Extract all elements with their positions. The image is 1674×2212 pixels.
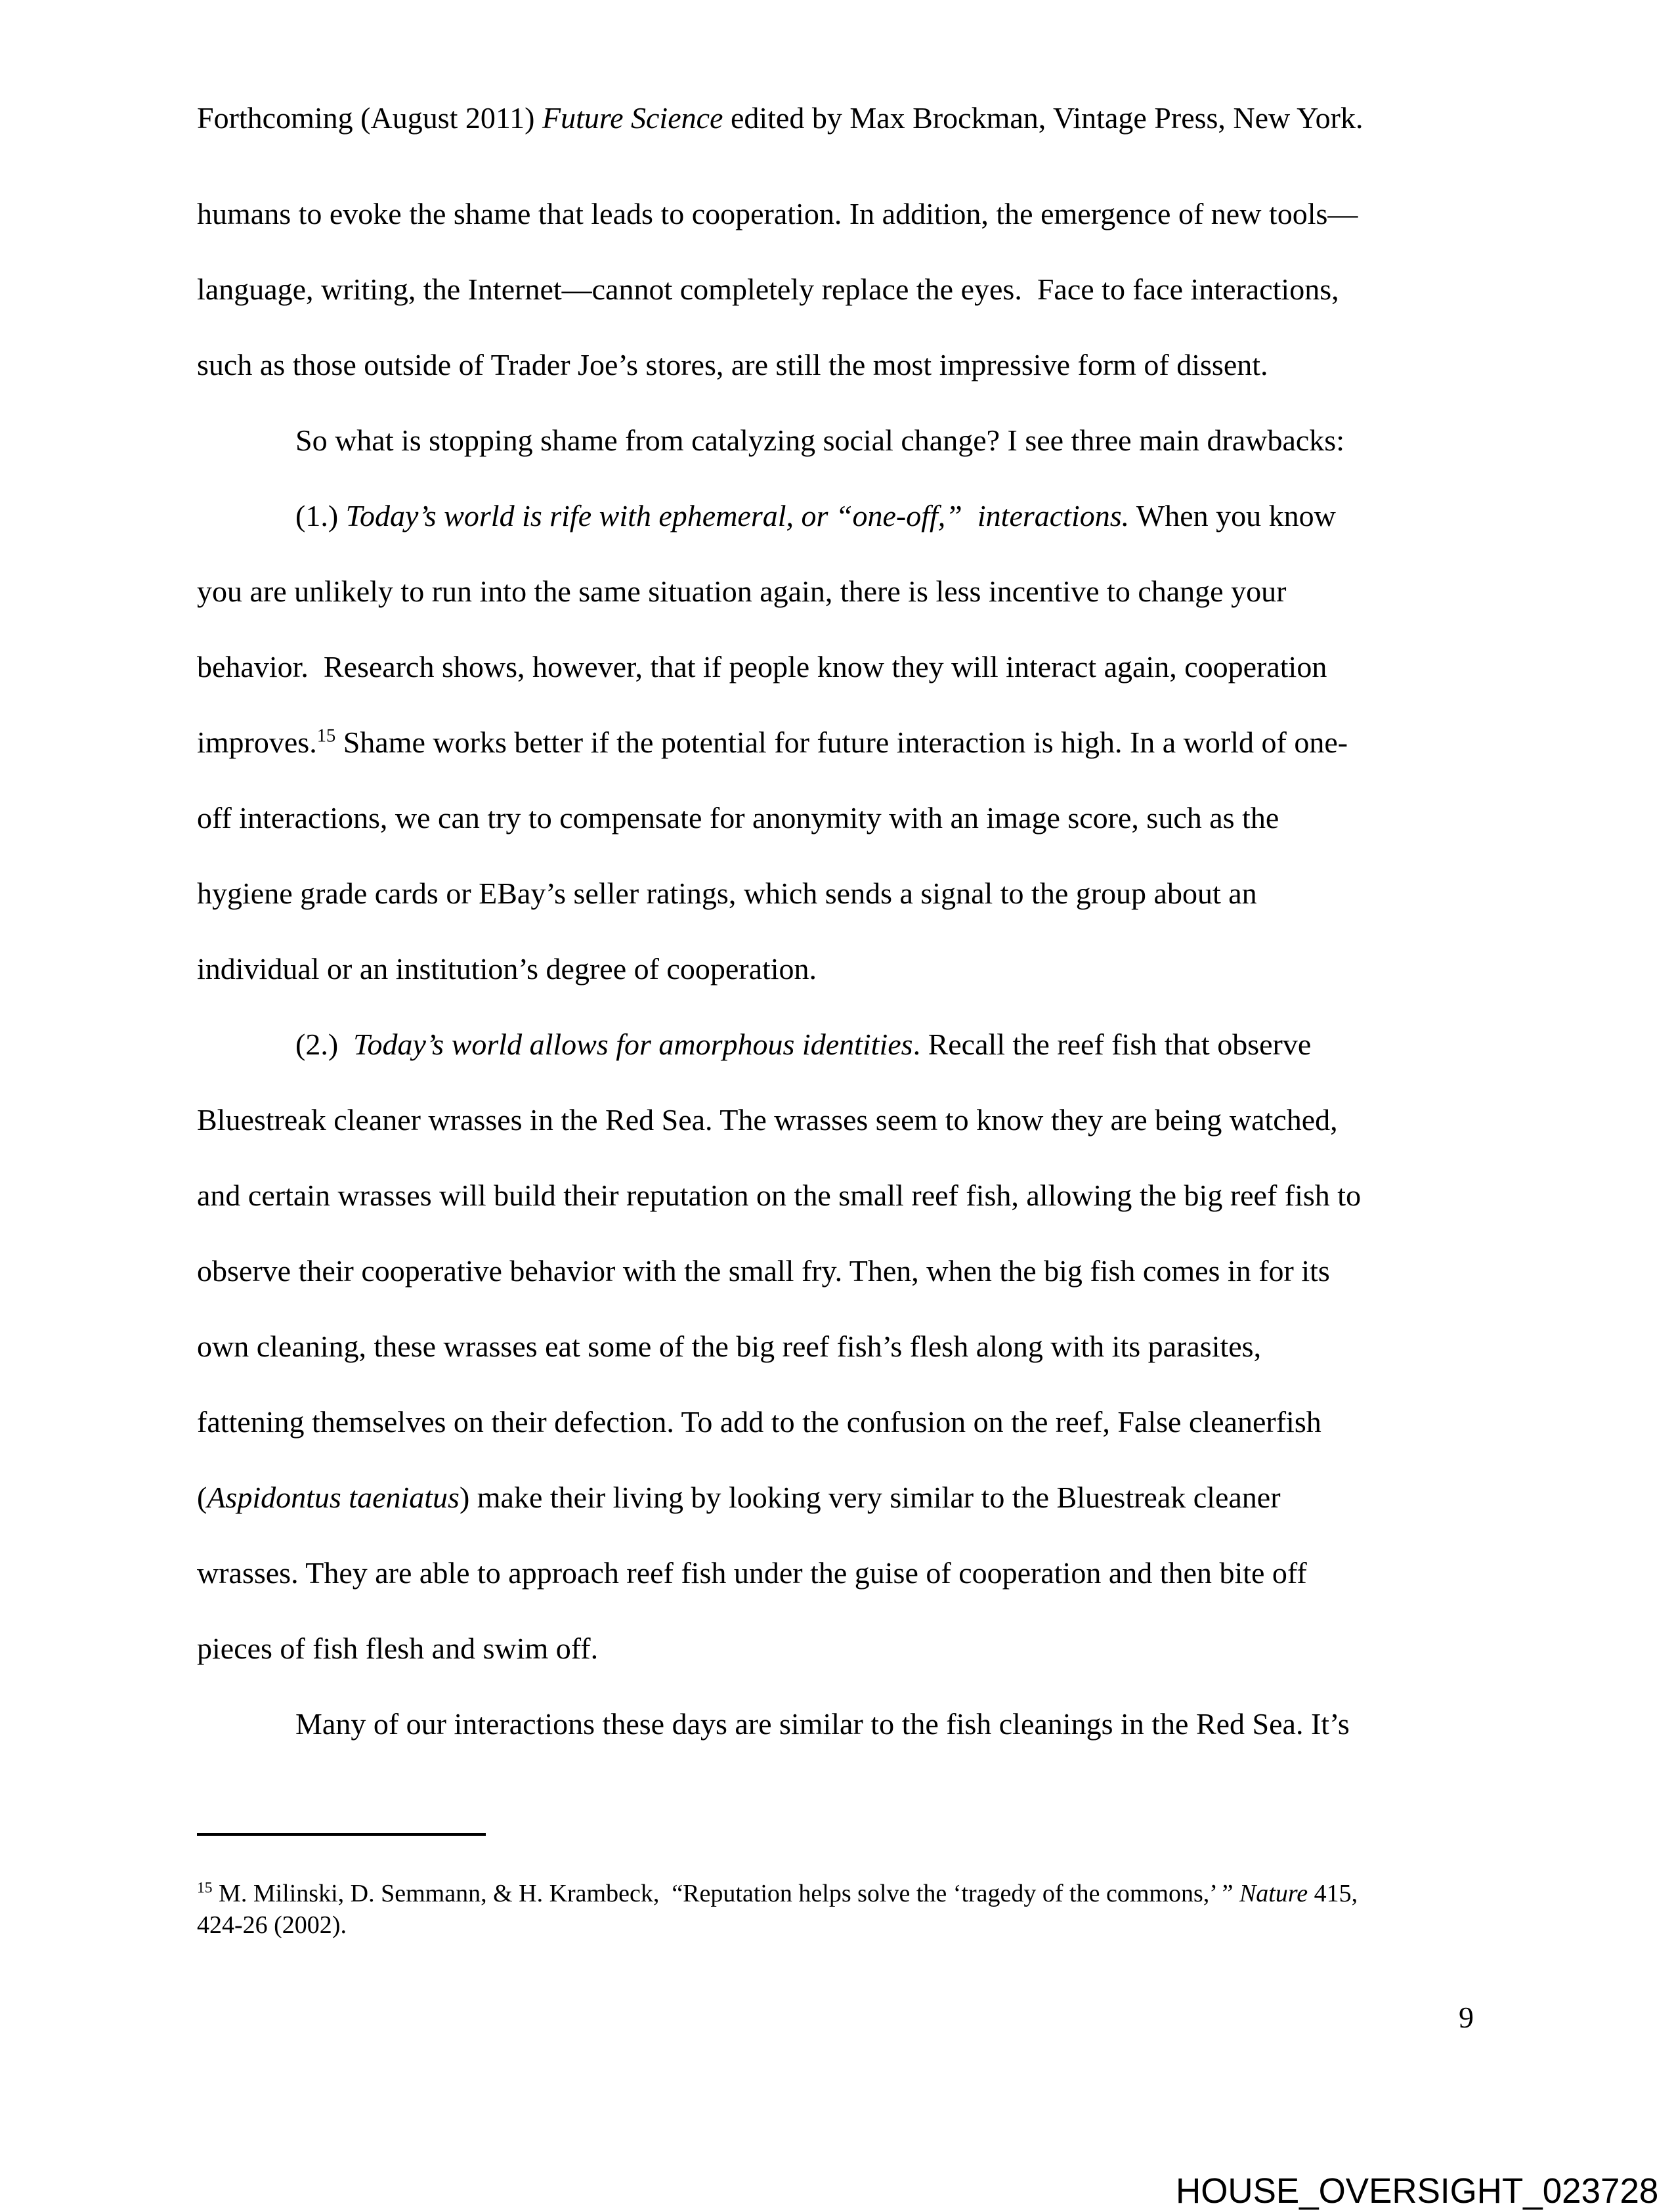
text-line	[197, 931, 1490, 1007]
text-segment: (	[197, 1481, 207, 1514]
italic-text: Today’s world allows for amorphous identities	[353, 1028, 913, 1061]
text-segment: improves.	[197, 726, 317, 759]
text-line	[197, 327, 1490, 402]
text-line	[197, 553, 1490, 629]
bates-stamp-watermark: HOUSE_OVERSIGHT_023728	[1175, 2171, 1658, 2211]
text-segment: Shame works better if the potential for future interaction is high. In a world of one-	[335, 726, 1348, 759]
text-segment: wrasses. They are able to approach reef fish under the guise of cooperation and then bite off	[197, 1556, 1307, 1590]
text-segment: 424-26 (2002).	[197, 1911, 347, 1939]
text-line	[197, 629, 1490, 705]
text-line	[197, 402, 1490, 478]
text-segment: language, writing, the Internet—cannot completely replace the eyes. Face to face interactions,	[197, 272, 1339, 306]
italic-text: Future Science	[542, 101, 723, 135]
text-segment: observe their cooperative behavior with the small fry. Then, when the big fish comes in for its	[197, 1254, 1330, 1288]
page-header	[197, 98, 1363, 138]
text-segment: . Recall the reef fish that observe	[912, 1028, 1312, 1061]
superscript-text: 15	[197, 1879, 213, 1897]
italic-text: Nature	[1239, 1880, 1308, 1907]
text-segment: pieces of fish flesh and swim off.	[197, 1632, 599, 1665]
text-line	[197, 1686, 1490, 1762]
text-segment: and certain wrasses will build their reputation on the small reef fish, allowing the big reef fish to	[197, 1179, 1362, 1212]
text-segment: humans to evoke the shame that leads to cooperation. In addition, the emergence of new tools—	[197, 197, 1358, 230]
text-segment: When you know	[1129, 499, 1336, 532]
footnote	[197, 1878, 1503, 1941]
body-text	[197, 176, 1490, 1762]
text-line	[197, 1909, 1503, 1941]
text-line	[197, 1878, 1503, 1909]
text-line	[197, 705, 1490, 780]
text-segment: own cleaning, these wrasses eat some of the big reef fish’s flesh along with its parasites,	[197, 1330, 1262, 1363]
text-segment: Bluestreak cleaner wrasses in the Red Sea. The wrasses seem to know they are being watched,	[197, 1103, 1338, 1137]
text-line	[197, 478, 1490, 553]
text-segment: you are unlikely to run into the same situation again, there is less incentive to change your	[197, 575, 1287, 608]
text-segment: (2.)	[295, 1028, 354, 1061]
footnote-separator-rule	[197, 1833, 486, 1836]
italic-text: Today’s world is rife with ephemeral, or “one-off,” interactions.	[345, 499, 1130, 532]
text-line	[197, 98, 1363, 138]
text-segment: fattening themselves on their defection. To add to the confusion on the reef, False cleanerfish	[197, 1405, 1321, 1439]
text-line	[197, 780, 1490, 856]
text-segment: behavior. Research shows, however, that if people know they will interact again, cooperation	[197, 650, 1327, 683]
text-line	[197, 856, 1490, 931]
superscript-text: 15	[316, 726, 336, 747]
text-line	[197, 1535, 1490, 1611]
text-line	[197, 1460, 1490, 1535]
text-line	[197, 1233, 1490, 1309]
text-line	[197, 176, 1490, 251]
text-segment: (1.)	[295, 499, 346, 532]
text-line	[197, 1384, 1490, 1460]
italic-text: Aspidontus taeniatus	[207, 1481, 460, 1514]
text-line	[197, 1158, 1490, 1233]
text-segment: ) make their living by looking very similar to the Bluestreak cleaner	[459, 1481, 1281, 1514]
text-line	[197, 1611, 1490, 1686]
text-line	[197, 251, 1490, 327]
text-segment: So what is stopping shame from catalyzing social change? I see three main drawbacks:	[295, 423, 1344, 457]
text-segment: Forthcoming (August 2011)	[197, 101, 542, 135]
text-line	[197, 1007, 1490, 1082]
text-segment: 415,	[1308, 1880, 1358, 1907]
text-line	[197, 1309, 1490, 1384]
text-segment: hygiene grade cards or EBay’s seller ratings, which sends a signal to the group about an	[197, 877, 1257, 910]
text-segment: individual or an institution’s degree of cooperation.	[197, 952, 817, 986]
text-segment: off interactions, we can try to compensate for anonymity with an image score, such as the	[197, 801, 1279, 835]
text-line	[197, 1082, 1490, 1158]
page-number: 9	[1459, 2001, 1474, 2034]
text-segment: edited by Max Brockman, Vintage Press, New York.	[723, 101, 1363, 135]
text-segment: Many of our interactions these days are similar to the fish cleanings in the Red Sea. It’s	[295, 1707, 1350, 1741]
text-segment: M. Milinski, D. Semmann, & H. Krambeck, “Reputation helps solve the ‘tragedy of the commons,’ ”	[212, 1880, 1239, 1907]
text-segment: such as those outside of Trader Joe’s stores, are still the most impressive form of dissent.	[197, 348, 1268, 381]
